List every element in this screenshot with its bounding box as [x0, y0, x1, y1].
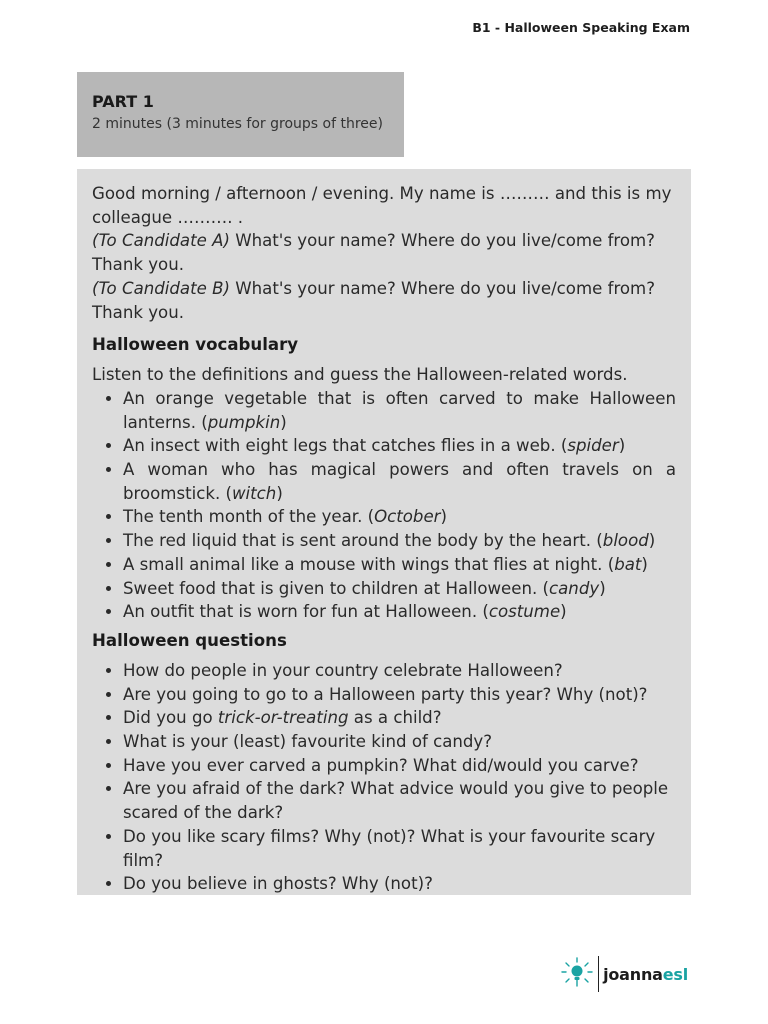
list-item: • An orange vegetable that is often carved to make Halloween lanterns. (pumpkin) [123, 387, 676, 434]
list-item: • A small animal like a mouse with wings that flies at night. (bat) [123, 553, 676, 577]
list-item: • The tenth month of the year. (October) [123, 505, 676, 529]
part-header-box [77, 72, 404, 157]
list-item: • Did you go trick-or-treating as a child? [123, 706, 676, 730]
list-item: • The red liquid that is sent around the body by the heart. (blood) [123, 529, 676, 553]
examiner-script [92, 182, 676, 324]
list-item: • An insect with eight legs that catches flies in a web. (spider) [123, 434, 676, 458]
answer-word: October [374, 507, 441, 527]
list-item: • Do you believe in ghosts? Why (not)? [123, 872, 676, 896]
answer-word: candy [549, 578, 600, 598]
answer-word: spider [567, 436, 619, 456]
list-item: • Are you afraid of the dark? What advice would you give to people scared of the dark? [123, 777, 676, 824]
questions-heading: Halloween questions [92, 630, 287, 650]
answer-word: bat [614, 554, 642, 574]
candidate-b-label: (To Candidate B) [92, 278, 230, 298]
logo-wordmark: joannaesl [603, 964, 688, 984]
answer-word: costume [488, 602, 561, 622]
joannaesl-logo [560, 955, 688, 993]
part-title: PART 1 [92, 92, 154, 111]
candidate-a-label: (To Candidate A) [92, 231, 230, 251]
list-item: • Have you ever carved a pumpkin? What did/would you carve? [123, 754, 676, 778]
lightbulb-icon [560, 955, 594, 993]
document-title: B1 - Halloween Speaking Exam [472, 20, 690, 35]
exam-content [77, 169, 691, 895]
list-item: • A woman who has magical powers and often travels on a broomstick. (witch) [123, 458, 676, 505]
list-item: • What is your (least) favourite kind of candy? [123, 730, 676, 754]
vocabulary-heading: Halloween vocabulary [92, 335, 299, 355]
vocabulary-list [92, 387, 676, 624]
list-item: • Sweet food that is given to children at Halloween. (candy) [123, 577, 676, 601]
list-item: • How do people in your country celebrate Halloween? [123, 659, 676, 683]
answer-word: pumpkin [207, 412, 281, 432]
trick-or-treating-term: trick-or-treating [217, 708, 349, 728]
candidate-a-question: What's your name? Where do you live/come from? Thank you. [92, 231, 655, 275]
list-item: • An outfit that is worn for fun at Halloween. (costume) [123, 600, 676, 624]
greeting-text: Good morning / afternoon / evening. My name is ……… and this is my colleague ………. . [92, 184, 672, 227]
answer-word: witch [231, 483, 277, 503]
vocabulary-instruction: Listen to the definitions and guess the Halloween-related words. [92, 365, 628, 385]
candidate-b-question: What's your name? Where do you live/come from? Thank you. [92, 278, 656, 322]
part-duration: 2 minutes (3 minutes for groups of three) [92, 116, 383, 132]
list-item: • Are you going to go to a Halloween party this year? Why (not)? [123, 683, 676, 707]
questions-list [92, 659, 676, 896]
answer-word: blood [602, 531, 649, 551]
logo-divider [598, 956, 600, 992]
list-item: • Do you like scary films? Why (not)? What is your favourite scary film? [123, 825, 676, 872]
